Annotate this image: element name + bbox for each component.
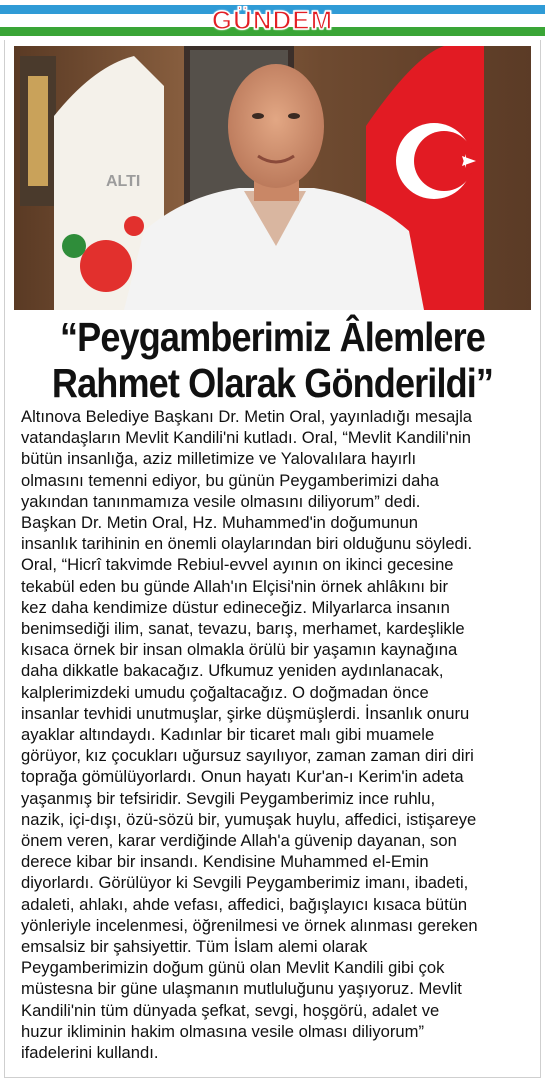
article-line: Oral, “Hicrî takvimde Rebiul-evvel ayının on ikinci gecesine [21,555,454,575]
article-line: yönleriyle incelenmesi, öğrenilmesi ve örnek alınması gereken [21,915,478,935]
article-line: insanlık tarihinin en önemli olaylarından biri olduğunu söyledi. [21,534,473,554]
article-line: nazik, içi-dışı, özü-sözü bir, yumuşak huylu, affedici, istişareye [21,809,477,829]
article-line: derece kibar bir insandı. Kendisine Muhammed el-Emin [21,852,429,872]
flag-banner-text: ALTI [106,173,141,190]
headline-line-2: Rahmet Olarak Gönderildi” [51,360,494,406]
article-line: diyorlardı. Görülüyor ki Sevgili Peygamberimiz imanı, ibadeti, [21,873,469,893]
article-line: Başkan Dr. Metin Oral, Hz. Muhammed'in doğumunun [21,513,418,533]
headline [0,314,545,406]
article-line: toprağa gömülüyorlardı. Onun hayatı Kur'an-ı Kerim'in adeta [21,767,464,787]
article-line: insanlar tevhidi unutmuşlar, şirke düşmüşlerdi. İnsanlık onuru [21,703,470,723]
article-line: huzur ikliminin hakim olmasına vesile olması diliyorum” [21,1021,424,1041]
article-line: olmasını temenni ediyor, bu günün Peygamberimizi daha [21,470,439,490]
section-header [0,0,545,40]
article-line: bütün insanlığa, aziz milletimize ve Yalovalılara hayırlı [21,449,417,469]
article-line: daha dikkatle bakacağız. Ufkumuz yeniden aydınlanacak, [21,661,444,681]
article-line: Kandili'nin tüm dünyada şefkat, sevgi, hoşgörü, adalet ve [21,1000,440,1020]
article-line: Peygamberimizin doğum günü olan Mevlit Kandili gibi çok [21,958,445,978]
article-line: yaşanmış bir tefsiridir. Sevgili Peygamberimiz ince ruhlu, [21,788,436,808]
article-line: emsalsiz bir şahsiyettir. Tüm İslam alemi olarak [21,937,368,957]
article-line: benimsediği ilim, sanat, tevazu, barış, merhamet, kardeşlikle [21,619,465,639]
article-line: müstesna bir güne ulaşmanın mutluluğunu yaşıyoruz. Mevlit [21,979,462,999]
article-line: vatandaşların Mevlit Kandili'ni kutladı. Oral, “Mevlit Kandili'nin [21,428,471,448]
article-line: ifadelerini kullandı. [21,1043,159,1063]
article-line: kez daha kendimize düstur edineceğiz. Milyarlarca insanın [21,597,450,617]
article-line: görüyor, kız çocukları uğursuz sayılıyor, zaman zaman diri diri [21,746,474,766]
article-body [21,406,531,1063]
article-line: kalplerimizdeki umudu çoğaltacağız. O doğmadan önce [21,682,429,702]
headline-line-1: “Peygamberimiz Âlemlere [60,314,485,360]
article-line: ayaklar altındaydı. Kadınlar bir ticaret malı gibi muamele [21,725,435,745]
article-line: adaleti, ahlakı, ahde vefası, affedici, bağışlayıcı kısaca bütün [21,894,468,914]
article-photo [14,46,531,310]
section-label: GÜNDEM [211,5,334,35]
article-line: yakından tanınmamıza vesile olmasını diliyorum” dedi. [21,491,421,511]
article-line: Altınova Belediye Başkanı Dr. Metin Oral, yayınladığı mesajla [21,407,473,426]
article-line: tekabül eden bu günde Allah'ın Elçisi'nin örnek ahlâkını bir [21,576,448,596]
article-line: kısaca örnek bir insan olmakla örülü bir yaşamın kaynağına [21,640,458,660]
article-line: önem veren, karar verdiğinde Allah'a güvenip dayanan, son [21,831,457,851]
